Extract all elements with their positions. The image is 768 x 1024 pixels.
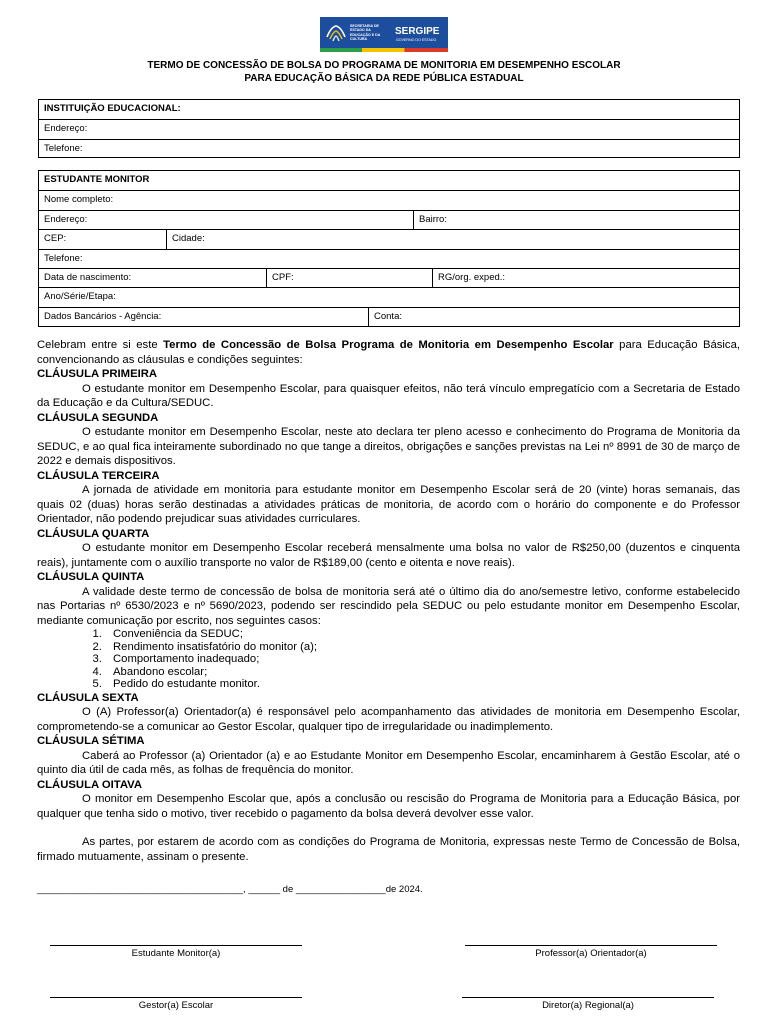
institution-address-row [39,119,739,138]
institution-address-field[interactable]: Endereço: [44,123,88,135]
clause-3-title: CLÁUSULA TERCEIRA [37,469,160,482]
clause-2-title: CLÁUSULA SEGUNDA [37,411,159,424]
signature-line [465,945,717,946]
list-item: 3. Comportamento inadequado; [105,653,740,666]
date-line[interactable]: _______________________________________, ______ de _________________de 2024. [37,884,423,895]
clause-5-title: CLÁUSULA QUINTA [37,571,145,583]
clause-8-title: CLÁUSULA OITAVA [37,778,143,791]
institution-header: INSTITUIÇÃO EDUCACIONAL: [44,103,181,114]
institution-header-row [39,100,739,119]
clause-7-text: Caberá ao Professor (a) Orientador (a) e ao Estudante Monitor em Desempenho Escolar, encaminharem à Gestão Escolar, até o quinto dia útil de cada mês, as folhas de frequência do monitor. [37,749,740,776]
signature-student[interactable] [50,945,302,959]
logo-brand-text: SERGIPE [395,26,440,37]
student-birth-row [39,268,739,287]
student-address-row [39,210,739,229]
student-grade-row [39,287,739,306]
student-grade-field[interactable]: Ano/Série/Etapa: [44,291,116,303]
contract-body [37,338,740,864]
clause-4-title: CLÁUSULA QUARTA [37,527,150,540]
student-bank-agency-field[interactable]: Dados Bancários - Agência: [44,310,162,322]
sergipe-logo [320,17,448,52]
clause-2-text: O estudante monitor em Desempenho Escolar, neste ato declara ter pleno acesso e conhecimento do Programa de Monitoria da SEDUC, e ao qual fica inteiramente subordinado no que tange a direitos, obrigações e sanções previstas na Lei nº 8991 de 30 de março de 2022 e demais dispositivos. [37,426,740,467]
clause-3-text: A jornada de atividade em monitoria para estudante monitor em Desempenho Escolar será de 20 (vinte) horas semanais, das quais 02 (duas) horas serão destinadas a atividades práticas de monitoria, de acordo com o horário do componente e do Professor Orientador, não podendo prejudicar suas atividades curriculares. [37,484,740,525]
student-header: ESTUDANTE MONITOR [44,174,150,185]
student-account-field[interactable]: Conta: [368,308,739,326]
logo-color-stripe [320,48,448,52]
signature-line [50,997,302,998]
list-item: 1. Conveniência da SEDUC; [105,628,740,641]
clause-5-text: A validade deste termo de concessão de bolsa de monitoria será até o último dia do ano/semestre letivo, conforme estabelecido nas Portarias nº 6530/2023 e nº 5690/2023, podendo ser rescindido pela SEDUC ou pelo estudante monitor em Desempenho Escolar, mediante comunicação por escrito, nos seguintes casos: [37,585,740,627]
clause-6-title: CLÁUSULA SEXTA [37,691,139,704]
logo-secretaria-text: SECRETARIA DE ESTADO DA EDUCAÇÃO E DA CULTURA [350,24,381,42]
student-phone-row [39,249,739,268]
clause-1-title: CLÁUSULA PRIMEIRA [37,368,158,380]
student-cep-field[interactable]: CEP: [44,233,67,245]
student-name-field[interactable]: Nome completo: [44,194,114,206]
student-header-row [39,171,739,190]
clause-1-text: O estudante monitor em Desempenho Escolar, para quaisquer efeitos, não terá vínculo empregatício com a Secretaria de Estado da Educação e da Cultura/SEDUC. [37,382,740,409]
clause-8-text: O monitor em Desempenho Escolar que, após a conclusão ou rescisão do Programa de Monitoria para a Educação Básica, por qualquer que tenha sido o motivo, tiver recebido o pagamento da bolsa deverá devolver esse valor. [37,793,740,820]
signature-diretor-label: Diretor(a) Regional(a) [542,1000,634,1011]
intro-text-post: para Educação Básica, convencionando as cláusulas e condições seguintes: [37,339,741,366]
clause-6-text: O (A) Professor(a) Orientador(a) é responsável pelo acompanhamento das atividades de monitoria em Desempenho Escolar, comprometendo-se a comunicar ao Gestor Escolar, qualquer tipo de irregularidade ou inadimplemento. [37,706,740,733]
student-address-field[interactable]: Endereço: [44,213,88,225]
clause-5-list [37,628,740,691]
list-item: 2. Rendimento insatisfatório do monitor (a); [105,641,740,654]
signature-student-label: Estudante Monitor(a) [131,948,221,959]
student-rg-field[interactable]: RG/org. exped.: [432,269,739,287]
institution-phone-row [39,139,739,158]
document-title-line1: TERMO DE CONCESSÃO DE BOLSA DO PROGRAMA DE MONITORIA EM DESEMPENHO ESCOLAR [147,60,621,71]
signature-professor[interactable] [465,945,717,959]
intro-text-bold: Termo de Concessão de Bolsa Programa de Monitoria em Desempenho Escolar [163,339,614,351]
signature-gestor-label: Gestor(a) Escolar [138,1000,214,1011]
student-city-field[interactable]: Cidade: [166,230,739,248]
student-neighborhood-field[interactable]: Bairro: [413,211,739,229]
intro-paragraph [37,338,740,367]
list-item: 4. Abandono escolar; [105,666,740,679]
student-table [38,170,740,327]
signature-gestor[interactable] [50,997,302,1011]
closing-paragraph: As partes, por estarem de acordo com as condições do Programa de Monitoria, expressas neste Termo de Concessão de Bolsa, firmado mutuamente, assinam o presente. [37,836,740,863]
student-name-row [39,190,739,209]
signature-line [50,945,302,946]
logo-sub-text: GOVERNO DO ESTADO [396,38,437,42]
signature-diretor[interactable] [462,997,714,1011]
list-item: 5. Pedido do estudante monitor. [105,678,740,691]
signature-professor-label: Professor(a) Orientador(a) [535,948,647,959]
student-cep-row [39,229,739,248]
intro-text-pre: Celebram entre si este [37,339,164,351]
signature-line [462,997,714,998]
student-bank-row [39,307,739,326]
clause-7-title: CLÁUSULA SÉTIMA [37,735,145,747]
clause-4-text: O estudante monitor em Desempenho Escolar receberá mensalmente uma bolsa no valor de R$250,00 (duzentos e cinquenta reais), juntamente com o auxílio transporte no valor de R$189,00 (cento e oitenta e nove reais). [37,542,740,569]
student-cpf-field[interactable]: CPF: [266,269,432,287]
institution-phone-field[interactable]: Telefone: [44,142,83,154]
student-phone-field[interactable]: Telefone: [44,252,83,264]
state-emblem-icon [325,23,347,43]
document-title-line2: PARA EDUCAÇÃO BÁSICA DA REDE PÚBLICA ESTADUAL [244,73,524,84]
student-birthdate-field[interactable]: Data de nascimento: [44,271,132,283]
institution-table [38,99,740,158]
